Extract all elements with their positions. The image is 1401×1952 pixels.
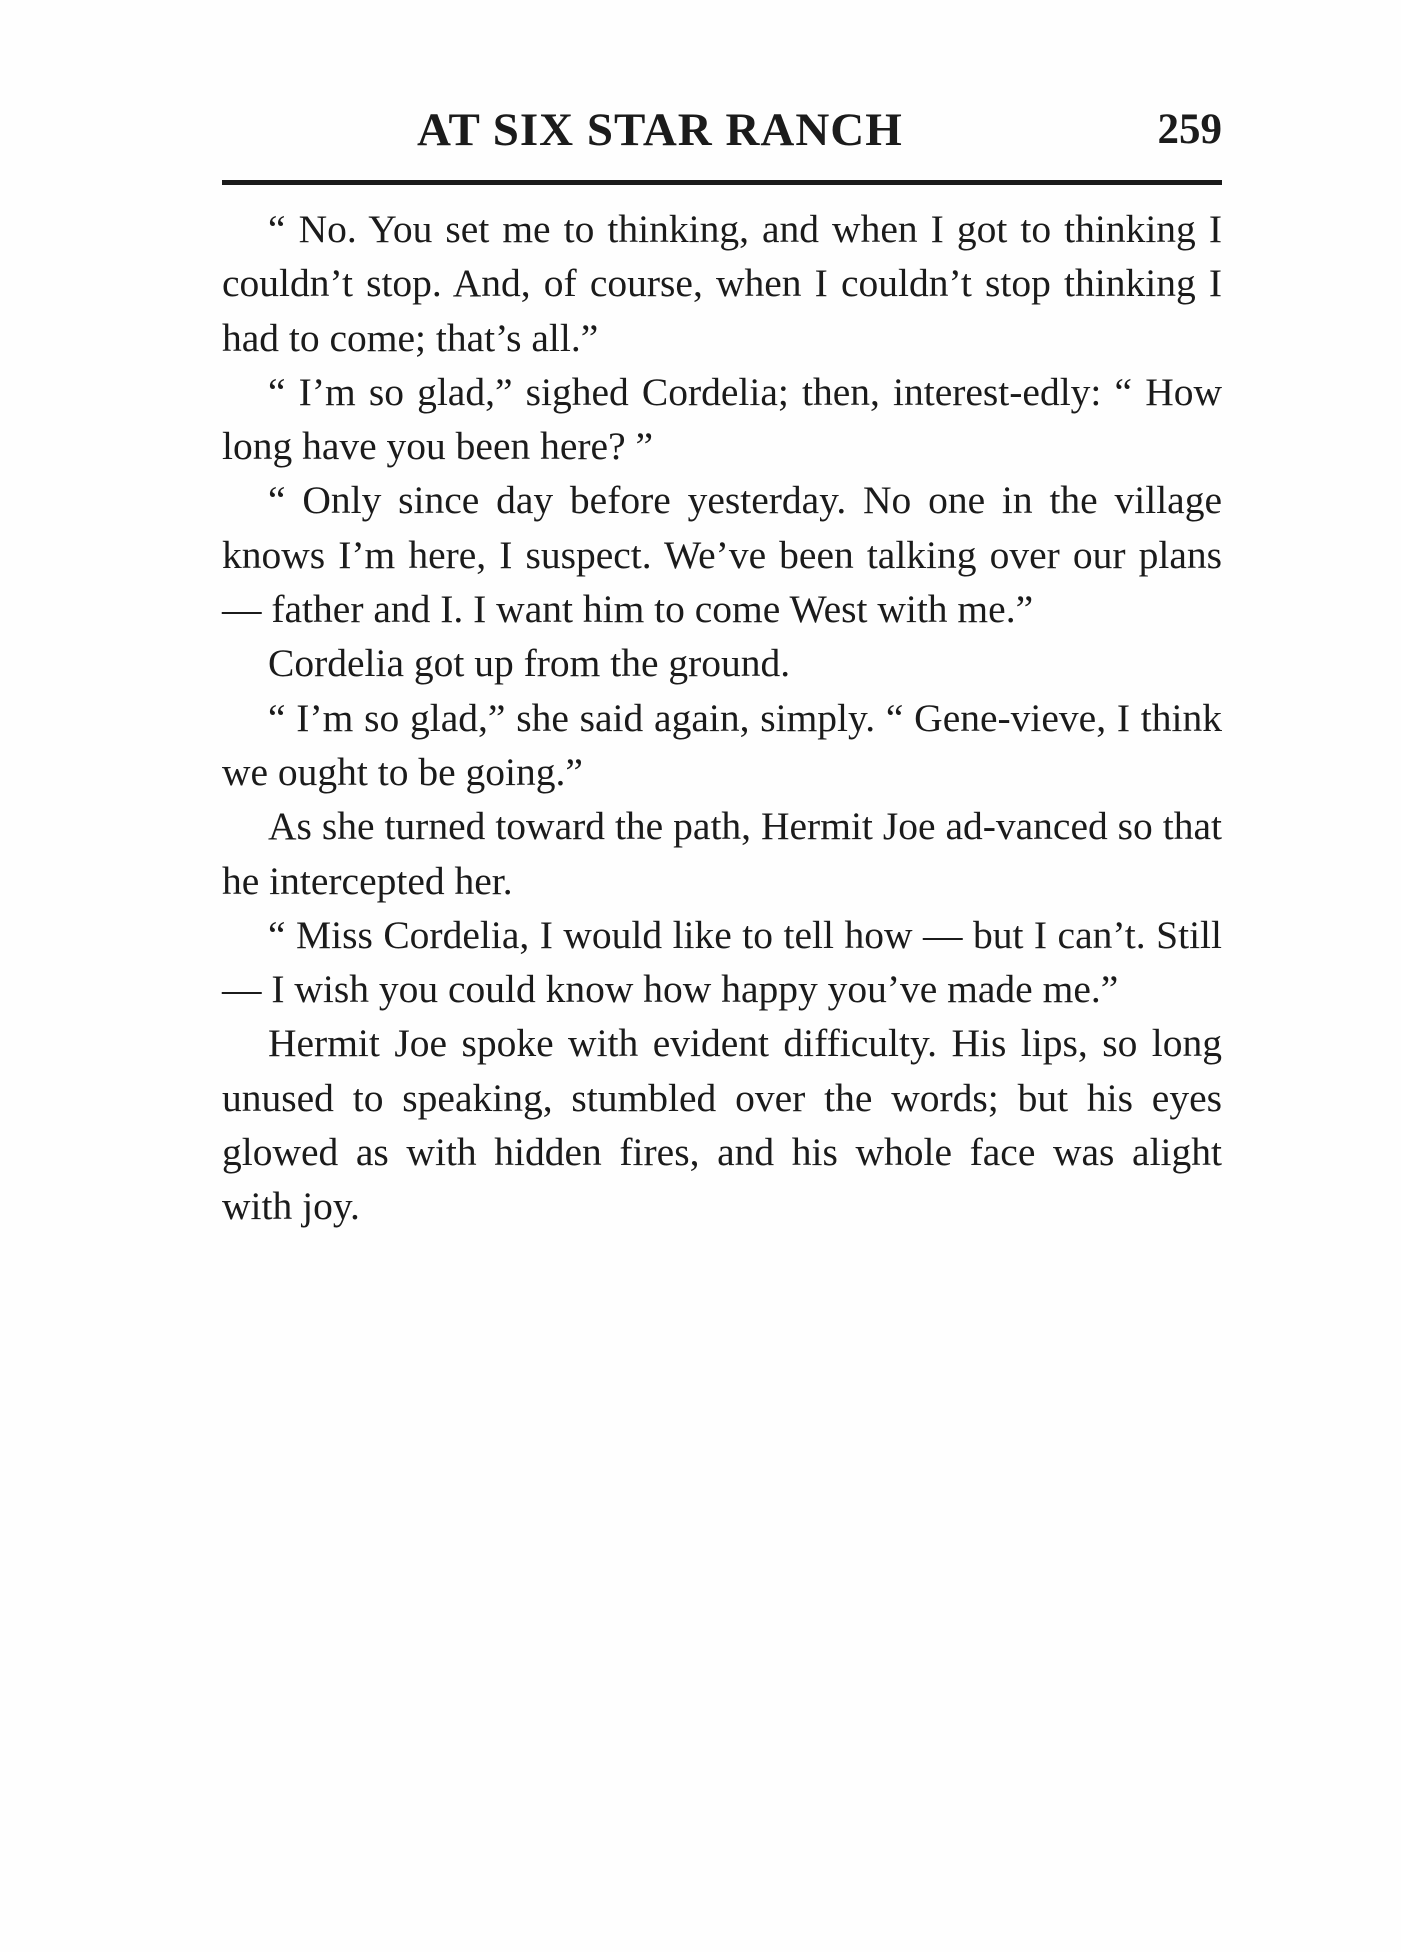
running-title: AT SIX STAR RANCH [417,104,903,156]
paragraph: “ No. You set me to thinking, and when I got to thinking I couldn’t stop. And, of course, when I couldn’t stop thinking I had to come; that’s all.” [222,207,1222,360]
paragraph: “ Only since day before yesterday. No one in the village knows I’m here, I suspect. We’ve been talking over our plans — father and I. I want him to come West with me.” [222,478,1222,632]
header-rule [222,180,1222,185]
paragraph: “ Miss Cordelia, I would like to tell how — but I can’t. Still — I wish you could know how happy you’ve made me.” [222,912,1222,1012]
paragraph: Cordelia got up from the ground. [268,641,791,686]
page-number: 259 [1157,106,1222,153]
paragraph: “ I’m so glad,” sighed Cordelia; then, interest-edly: “ How long have you been here? ” [222,369,1222,469]
body-text [222,202,1222,1234]
paragraph: Hermit Joe spoke with evident difficulty. His lips, so long unused to speaking, stumbled over the words; but his eyes glowed as with hidden fires, and his whole face was alight with joy. [222,1021,1222,1229]
paragraph: “ I’m so glad,” she said again, simply. “ Gene-vieve, I think we ought to be going.” [222,695,1222,794]
paragraph: As she turned toward the path, Hermit Joe ad-vanced so that he intercepted her. [222,804,1222,903]
page-header [222,98,1222,162]
